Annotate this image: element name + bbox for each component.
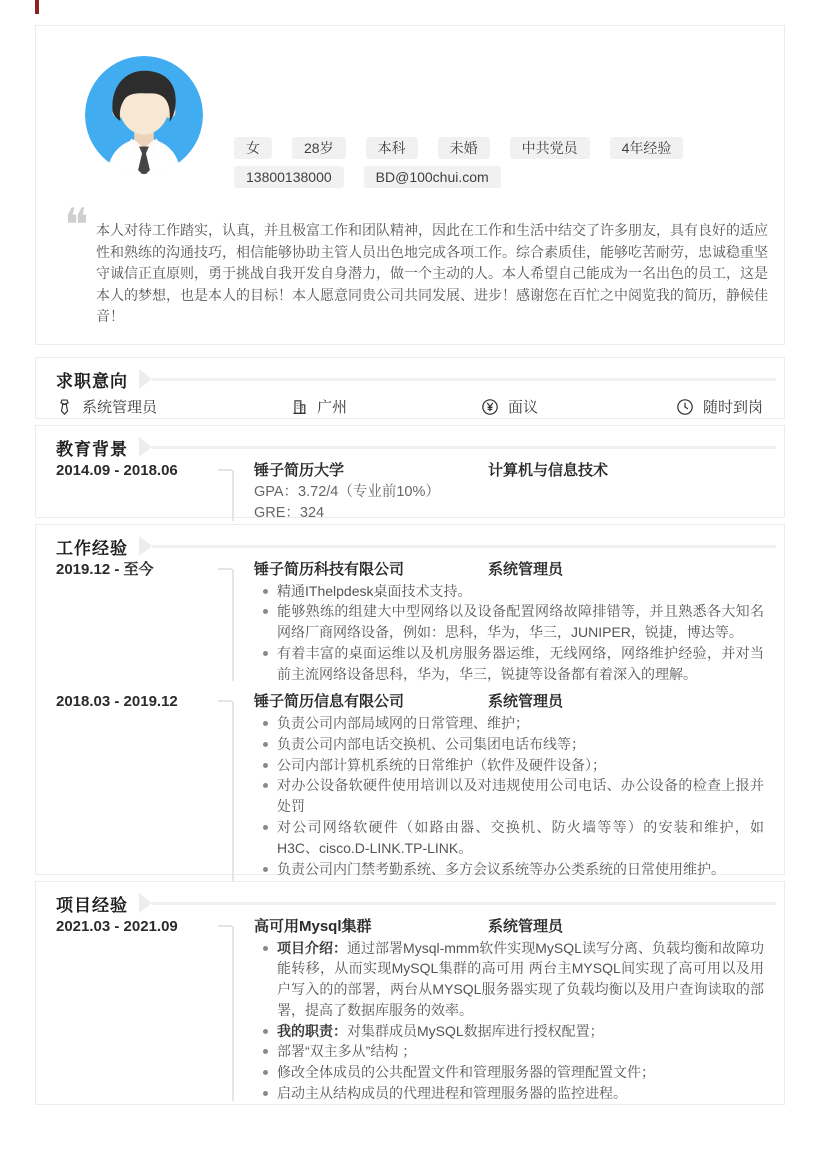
intent-item-position [56, 396, 157, 417]
work-body [254, 691, 764, 900]
education-card [35, 425, 785, 521]
project-entry [56, 916, 764, 1104]
bullet-text: 通过部署Mysql-mmm软件实现MySQL读写分离、负载均衡和故障功能转移，从而实现MySQL集群的高可用 两台主MYSQL间实现了高可用以及用户写入的的部署，两台从MYSQL服务器实现了负载均衡以及用户查询读取的部署，提高了数据库服务的效率。 [277, 939, 765, 1018]
clock-icon [676, 398, 694, 416]
bullet-text: 部署“双主多从”结构 ； [277, 1043, 417, 1060]
section-arrow-decoration [139, 437, 152, 457]
work-date: 2019.12 - 至今 [56, 561, 154, 578]
work-head [254, 691, 764, 713]
intent-position-label: 系统管理员 [82, 399, 158, 416]
work-company: 锤子简历科技有限公司 [254, 561, 405, 578]
bullet-item [254, 1083, 764, 1104]
corner-mark [35, 0, 39, 14]
bullet-item: 能够熟练的组建大中型网络以及设备配置网络故障排错等，并且熟悉各大知名网络厂商网络设备，例如：思科，华为，华三，JUNIPER，锐捷，博达等。 [254, 601, 764, 643]
tag-party: 中共党员 [510, 137, 590, 159]
project-date: 2021.03 - 2021.09 [56, 918, 178, 935]
education-head [254, 460, 764, 482]
quote-icon: ❝ [64, 198, 89, 252]
section-line-decoration [152, 902, 776, 905]
bullet-text: 修改全体成员的公共配置文件和管理服务器的管理配置文件； [277, 1064, 655, 1081]
project-bullets [254, 938, 764, 1104]
work-role: 系统管理员 [488, 561, 564, 578]
tag-experience: 4年经验 [610, 137, 684, 159]
work-bullets [254, 713, 764, 900]
tag-gender: 女 [234, 137, 272, 159]
bullet-item: 负责公司内部局域网的日常管理、维护； [254, 713, 764, 734]
profile-card [35, 25, 785, 345]
project-body [254, 916, 764, 1104]
bullet-item: 负责公司内门禁考勤系统、多方会议系统等办公类系统的日常使用维护。 [254, 859, 764, 880]
tag-marital: 未婚 [438, 137, 490, 159]
work-company: 锤子简历信息有限公司 [254, 693, 405, 711]
avatar-illustration [85, 56, 203, 174]
work-bullets [254, 581, 764, 685]
work-date: 2018.03 - 2019.12 [56, 693, 178, 711]
bullet-text: 启动主从结构成员的代理进程和管理服务器的监控进程。 [277, 1085, 627, 1102]
bullet-item [254, 1021, 764, 1042]
section-head [56, 366, 776, 392]
project-role: 系统管理员 [488, 918, 564, 935]
bullet-item: 公司内部计算机系统的日常维护（软件及硬件设备）； [254, 755, 764, 776]
education-school: 锤子简历大学 [254, 462, 345, 479]
bullet-item [254, 1062, 764, 1083]
section-arrow-decoration [139, 536, 152, 556]
section-head [56, 434, 776, 460]
bullet-item: 负责公司内部电话交换机、公司集团电话布线等； [254, 734, 764, 755]
work-head [254, 559, 764, 581]
bullet-item: 有着丰富的桌面运维以及机房服务器运维，无线网络，网络维护经验，并对当前主流网络设备思科，华为，华三，锐捷等设备都有着深入的理解。 [254, 643, 764, 685]
intent-item-city [291, 396, 347, 417]
education-gre: GRE：324 [254, 504, 325, 521]
job-intention-row [56, 392, 764, 422]
section-title-education: 教育背景 [56, 439, 128, 459]
timeline-decoration [232, 701, 234, 897]
section-title-job-intention: 求职意向 [56, 371, 128, 391]
section-line-decoration [152, 378, 776, 381]
bullet-item [254, 1041, 764, 1062]
education-date: 2014.09 - 2018.06 [56, 462, 178, 479]
section-line-decoration [152, 545, 776, 548]
job-intention-card [35, 357, 785, 419]
building-icon [291, 398, 308, 416]
project-head [254, 916, 764, 938]
bullet-prefix: 项目介绍： [277, 939, 348, 956]
bullet-item [254, 938, 764, 1021]
profile-tags-row2 [234, 166, 501, 188]
avatar [85, 56, 203, 174]
summary-text: 本人对待工作踏实，认真，并且极富工作和团队精神，因此在工作和生活中结交了许多朋友，具有良好的适应性和熟练的沟通技巧，相信能够协助主管人员出色地完成各项工作。综合素质佳，能够吃苦耐劳，忠诚稳重坚守诚信正直原则，勇于挑战自我开发自身潜力，做一个主动的人。本人希望自己能成为一名出色的员工，这是本人的梦想，也是本人的目标！本人愿意同贵公司共同发展、进步！感谢您在百忙之中阅览我的简历，静候佳音！ [96, 222, 768, 325]
work-card [35, 524, 785, 875]
work-entry [56, 691, 764, 900]
tie-icon [56, 398, 73, 416]
work-body [254, 559, 764, 684]
bullet-item: 对公司网络软硬件（如路由器、交换机、防火墙等等）的安装和维护，如H3C、cisco.D-LINK.TP-LINK。 [254, 817, 764, 859]
tag-phone: 13800138000 [234, 166, 344, 188]
project-card [35, 881, 785, 1105]
section-head [56, 890, 776, 916]
section-line-decoration [152, 446, 776, 449]
tag-email: BD@100chui.com [364, 166, 501, 188]
section-title-project: 项目经验 [56, 895, 128, 915]
intent-item-salary [481, 396, 538, 417]
intent-availability-label: 随时到岗 [703, 399, 764, 416]
education-entry [56, 460, 764, 524]
education-body [254, 460, 764, 524]
education-major: 计算机与信息技术 [488, 462, 609, 479]
yen-icon [481, 398, 499, 416]
timeline-decoration [232, 569, 234, 681]
section-arrow-decoration [139, 369, 152, 389]
work-entry [56, 559, 764, 684]
education-gpa: GPA：3.72/4（专业前10%） [254, 483, 440, 500]
intent-city-label: 广州 [317, 399, 348, 416]
tag-age: 28岁 [292, 137, 346, 159]
intent-item-availability [676, 396, 763, 417]
work-role: 系统管理员 [488, 693, 564, 711]
section-title-work: 工作经验 [56, 538, 128, 558]
timeline-decoration [232, 926, 234, 1101]
project-name: 高可用Mysql集群 [254, 918, 372, 935]
intent-salary-label: 面议 [508, 399, 539, 416]
bullet-item: 对办公设备软硬件使用培训以及对违规使用公司电话、办公设备的检查上报并处罚 [254, 775, 764, 817]
section-arrow-decoration [139, 893, 152, 913]
timeline-decoration [232, 470, 234, 521]
bullet-item: 精通IThelpdesk桌面技术支持。 [254, 581, 764, 602]
tag-degree: 本科 [366, 137, 418, 159]
section-head [56, 533, 776, 559]
bullet-text: 对集群成员MySQL数据库进行授权配置； [347, 1022, 604, 1039]
bullet-prefix: 我的职责： [277, 1022, 347, 1039]
profile-tags-row1 [234, 137, 683, 159]
